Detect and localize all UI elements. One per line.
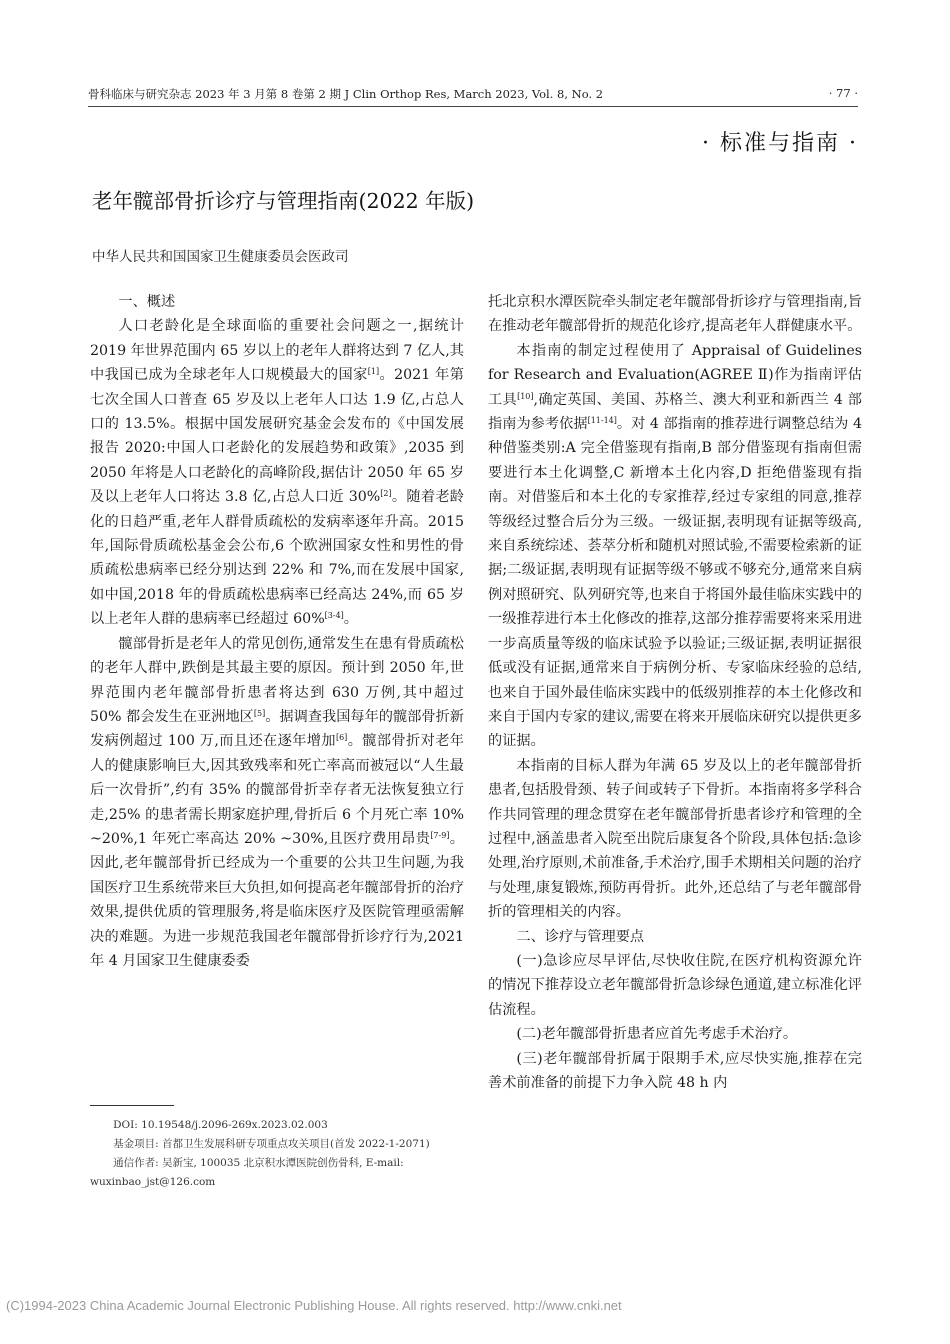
footnote-divider xyxy=(90,1105,174,1106)
copyright-notice: (C)1994-2023 China Academic Journal Electronic Publishing House. All rights reserved. http://www.cnki.net xyxy=(6,1298,622,1313)
list-item: (三)老年髋部骨折属于限期手术,应尽快实施,推荐在完善术前准备的前提下力争入院 48 h 内 xyxy=(488,1050,862,1091)
section-heading-overview: 一、概述 xyxy=(118,294,176,310)
header-divider xyxy=(88,106,858,107)
list-item: (一)急诊应尽早评估,尽快收住院,在医疗机构资源允许的情况下推荐设立老年髋部骨折急诊绿色通道,建立标准化评估流程。 xyxy=(488,952,862,1018)
page-number: · 77 · xyxy=(828,86,858,100)
list-item: (二)老年髋部骨折患者应首先考虑手术治疗。 xyxy=(516,1026,798,1043)
running-header xyxy=(88,86,858,104)
section-label: · 标准与指南 · xyxy=(702,131,858,156)
citation-ref[interactable]: [2] xyxy=(380,489,392,499)
doi[interactable]: DOI: 10.19548/j.2096-269x.2023.02.003 xyxy=(113,1119,328,1131)
funding-note: 基金项目: 首都卫生发展科研专项重点攻关项目(首发 2022-1-2071) xyxy=(113,1138,430,1150)
section-heading-key-points: 二、诊疗与管理要点 xyxy=(516,928,645,945)
citation-ref[interactable]: [7-9] xyxy=(430,830,450,840)
citation-ref[interactable]: [11-14] xyxy=(587,416,617,426)
paragraph: 托北京积水潭医院牵头制定老年髋部骨折诊疗与管理指南,旨在推动老年髋部骨折的规范化诊疗,提高老年人群健康水平。 xyxy=(488,294,862,335)
paragraph: 人口老龄化是全球面临的重要社会问题之一,据统计 2019 年世界范围内 65 岁以上的老年人群将达到 7 亿人,其中我国已成为全球老年人口规模最大的国家[1]。2021 年第七次全国人口普查 65 岁及以上老年人口达 1.9 亿,占总人口的 13.5%。根据中国发展研究基金会发布的《中国发展报告 2020:中国人口老龄化的发展趋势和政策》,2035 到 2050 年将是人口老龄化的高峰阶段,据估计 2050 年 65 岁及以上老年人口将达 3.8 亿,占总人口近 30%[2]。随着老龄化的日趋严重,老年人群骨质疏松的发病率逐年升高。2015 年,国际骨质疏松基金会公布,6 个欧洲国家女性和男性的骨质疏松患病率已经分别达到 22% 和 7%,而在发展中国家,如中国,2018 年的骨质疏松患病率已经高达 24%,而 65 岁以上老年人群的患病率已经超过 60%[3-4]。 xyxy=(90,318,464,628)
citation-ref[interactable]: [3-4] xyxy=(324,611,344,621)
citation-ref[interactable]: [10] xyxy=(517,391,534,401)
paragraph: 本指南的目标人群为年满 65 岁及以上的老年髋部骨折患者,包括股骨颈、转子间或转子下骨折。本指南将多学科合作共同管理的理念贯穿在老年髋部骨折患者诊疗和管理的全过程中,涵盖患者入院至出院后康复各个阶段,具体包括:急诊处理,治疗原则,术前准备,手术治疗,围手术期相关问题的治疗与处理,康复锻炼,预防再骨折。此外,还总结了与老年髋部骨折的管理相关的内容。 xyxy=(488,757,862,921)
article-authors: 中华人民共和国国家卫生健康委员会医政司 xyxy=(92,249,349,265)
citation-ref[interactable]: [5] xyxy=(253,708,266,718)
article-title: 老年髋部骨折诊疗与管理指南(2022 年版) xyxy=(92,189,475,213)
correspondence-note: 通信作者: 吴新宝, 100035 北京积水潭医院创伤骨科, E-mail: wuxinbao_jst@126.com xyxy=(90,1157,404,1188)
citation-ref[interactable]: [6] xyxy=(335,733,348,743)
paragraph: 髋部骨折是老年人的常见创伤,通常发生在患有骨质疏松的老年人群中,跌倒是其最主要的原因。预计到 2050 年,世界范围内老年髋部骨折患者将达到 630 万例,其中超过 50% 都会发生在亚洲地区[5]。据调查我国每年的髋部骨折新发病例超过 100 万,而且还在逐年增加[6]。髋部骨折对老年人的健康影响巨大,因其致残率和死亡率高而被冠以“人生最后一次骨折”,约有 35% 的髋部骨折幸存者无法恢复独立行走,25% 的患者需长期家庭护理,骨折后 6 个月死亡率 10% ~20%,1 年死亡率高达 20% ~30%,且医疗费用昂贵[7-9]。因此,老年髋部骨折已经成为一个重要的公共卫生问题,为我国医疗卫生系统带来巨大负担,如何提高老年髋部骨折的治疗效果,提供优质的管理服务,将是临床医疗及医院管理亟需解决的难题。为进一步规范我国老年髋部骨折诊疗行为,2021 年 4 月国家卫生健康委委 xyxy=(90,635,464,969)
journal-citation: 骨科临床与研究杂志 2023 年 3 月第 8 卷第 2 期 J Clin Orthop Res, March 2023, Vol. 8, No. 2 xyxy=(88,87,604,101)
right-column xyxy=(488,290,862,1095)
paragraph: 本指南的制定过程使用了 Appraisal of Guidelines for Research and Evaluation(AGREE Ⅱ)作为指南评估工具[10],确定英国、美国、苏格兰、澳大利亚和新西兰 4 部指南为参考依据[11-14]。对 4 部指南的推荐进行调整总结为 4 种借鉴类别:A 完全借鉴现有指南,B 部分借鉴现有指南但需要进行本土化调整,C 新增本土化内容,D 拒绝借鉴现有指南。对借鉴后和本土化的专家推荐,经过专家组的同意,推荐等级经过整合后分为三级。一级证据,表明现有证据等级高,来自系统综述、荟萃分析和随机对照试验,不需要检索新的证据;二级证据,表明现有证据等级不够或不够充分,通常来自病例对照研究、队列研究等,也来自于将国外最佳临床实践中的一级推荐进行本土化修改的推荐,这部分推荐需要将来采用进一步高质量等级的临床试验予以验证;三级证据,表明证据很低或没有证据,通常来自于病例分析、专家临床经验的总结,也来自于国外最佳临床实践中的低级别推荐的本土化修改和来自于国内专家的建议,需要在将来开展临床研究以提供更多的证据。 xyxy=(488,342,862,750)
citation-ref[interactable]: [1] xyxy=(367,367,380,377)
footnotes xyxy=(90,1116,464,1192)
left-column xyxy=(90,290,464,973)
